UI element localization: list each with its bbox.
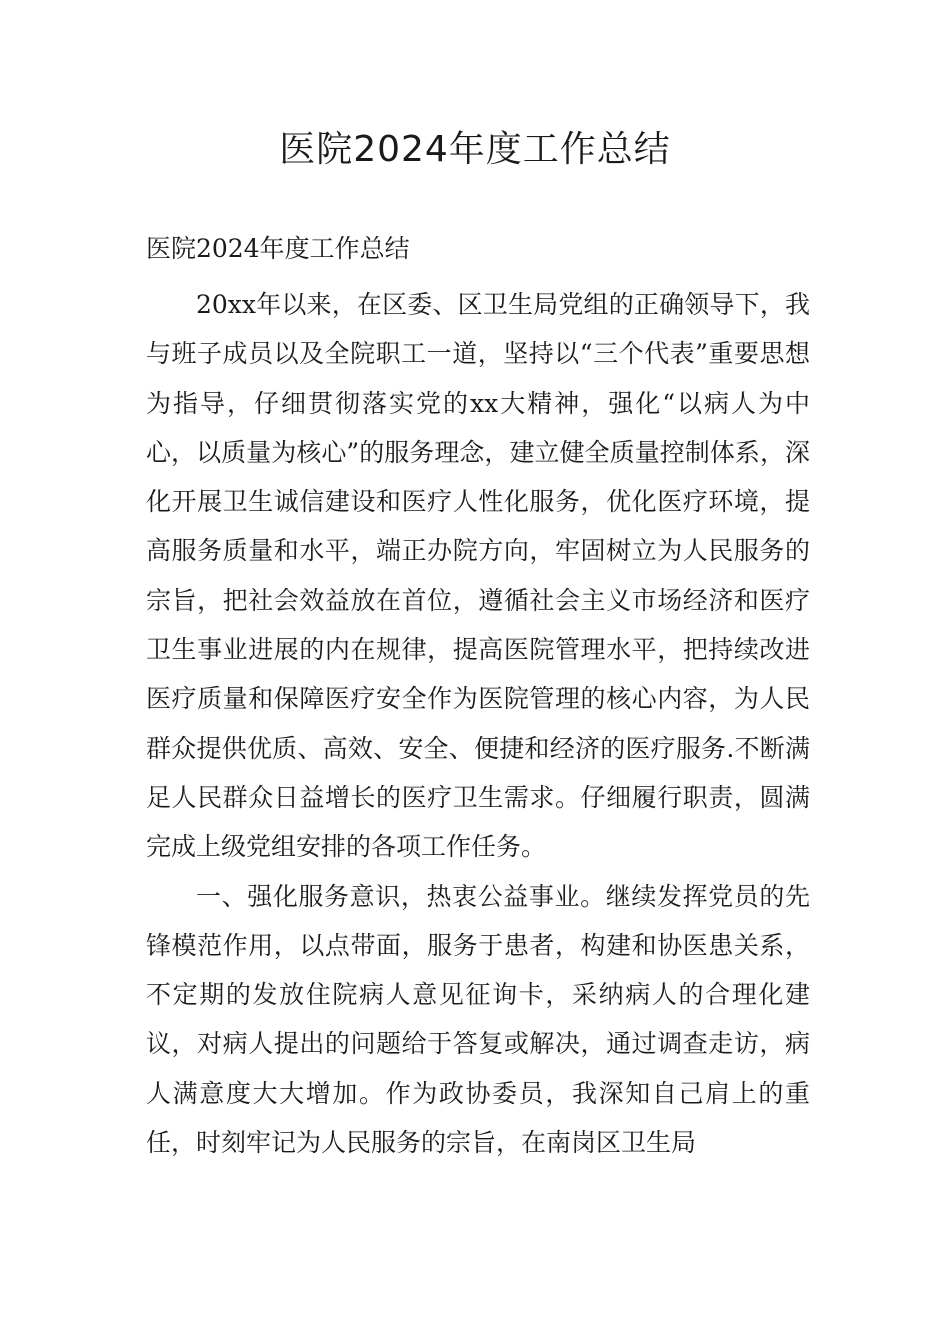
paragraph-section-one: 一、强化服务意识，热衷公益事业。继续发挥党员的先锋模范作用，以点带面，服务于患者，构建和协医患关系，不定期的发放住院病人意见征询卡，采纳病人的合理化建议，对病人提出的问题给于答复或解决，通过调查走访，病人满意度大大增加。作为政协委员，我深知自己肩上的重任，时刻牢记为人民服务的宗旨，在南岗区卫生局: [146, 881, 810, 1158]
document-subtitle: 医院2024年度工作总结: [146, 234, 410, 263]
paragraph-intro: 20xx年以来，在区委、区卫生局党组的正确领导下，我与班子成员以及全院职工一道，坚持以“三个代表”重要思想为指导，仔细贯彻落实党的xx大精神，强化“以病人为中心，以质量为核心”的服务理念，建立健全质量控制体系，深化开展卫生诚信建设和医疗人性化服务，优化医疗环境，提高服务质量和水平，端正办院方向，牢固树立为人民服务的宗旨，把社会效益放在首位，遵循社会主义市场经济和医疗卫生事业进展的内在规律，提高医院管理水平，把持续改进医疗质量和保障医疗安全作为医院管理的核心内容，为人民群众提供优质、高效、安全、便捷和经济的医疗服务.不断满足人民群众日益增长的医疗卫生需求。仔细履行职责，圆满完成上级党组安排的各项工作任务。: [146, 290, 810, 862]
document-body: [146, 280, 810, 1167]
document-title: 医院2024年度工作总结: [279, 129, 671, 170]
